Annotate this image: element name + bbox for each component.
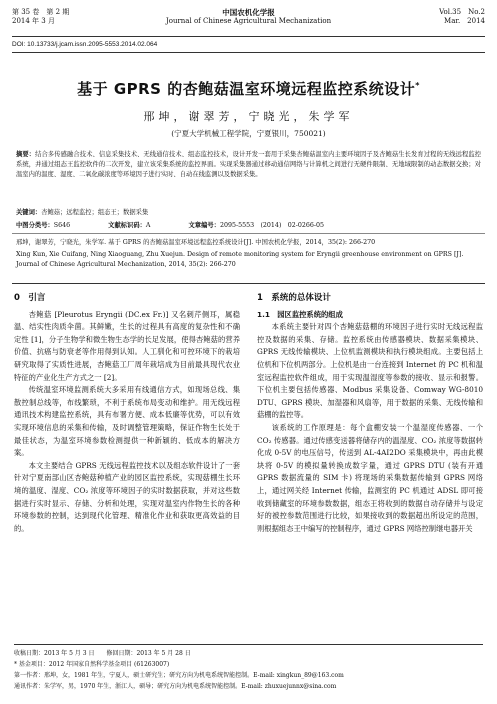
article-no-label: 文章编号： bbox=[188, 222, 220, 229]
fund-mark: * bbox=[415, 81, 420, 90]
subsection-heading: 1.1 园区监控系统的组成 bbox=[257, 309, 343, 319]
fund-note: * 基金项目：2012 年国家自然科学基金项目 (61263007) bbox=[14, 661, 170, 668]
doc-code bbox=[108, 222, 168, 229]
running-header bbox=[12, 6, 485, 37]
doi: DOI: 10.13733/j.jcam.issn.2095-5553.2014.02.064 bbox=[12, 41, 158, 48]
paragraph: 本系统主要针对四个杏鲍菇菇棚的环境因子进行实时无线远程监控及数据的采集、存储。监控系统由传感器模块、数据采集模块、GPRS 无线传输模块、上位机监测模块和执行模块组成。主要包括上位机和下位机两部分。上位机是由一台连接到 Internet 的 PC 机和温室远程监控软件组成，用于实现温湿度等参数的接收、显示和报警。下位机主要包括传感器、Modbus 采集设备、Comway WG-8010 DTU、GPRS 模块、加湿器和风扇等，用于数据的采集、无线传输和菇棚的监控等。 bbox=[257, 322, 483, 420]
class-number bbox=[16, 222, 88, 229]
article-number bbox=[189, 222, 343, 229]
volume-issue-en: Vol.35 No.2 bbox=[439, 8, 485, 16]
classification-line bbox=[16, 220, 481, 229]
paragraph: 本文主要结合 GPRS 无线远程监控技术以及组态软件设计了一套针对宁夏南部山区杏鲍菇种植产业的园区监控系统，实现菇棚生长环境的温度、湿度、CO₂ 浓度等环境因子的实时数据获取，并对这些数据进行实时显示、存储、分析和处理，实现对温室内作物生长的各种环境参数的控制，达到现代化管理、精准化作业和获取更高效益的目的。 bbox=[14, 460, 240, 533]
article-no-value: 2095-5553 (2014) 02-0266-05 bbox=[219, 222, 324, 229]
divider bbox=[12, 52, 485, 53]
keywords-text: 杏鲍菇；远程监控；组态王；数据采集 bbox=[41, 209, 149, 216]
paper-title bbox=[0, 78, 497, 99]
keywords bbox=[16, 207, 481, 216]
section-heading: 0 引言 bbox=[14, 293, 46, 303]
citation-cn: 邢坤，谢翠芳，宁晓光，朱学军. 基于 GPRS 的杏鲍菇温室环境远程监控系统设计[J]. 中国农机化学报，2014，35(2): 266-270 bbox=[16, 239, 376, 246]
paragraph: 传统温室环境监测系统大多采用有线通信方式，如现场总线、集散控制总线等，布线繁琐，不利于系统布局变动和维护。用无线远程通讯技术构建监控系统，具有布署方便、成本低廉等优势，可以有效实现环境信息的采集和传输，及时调整管理策略，保证作物生长处于最佳状态，为温室环境参数检测提供一种新颖的、低成本的解决方案。 bbox=[14, 385, 240, 458]
received-date: 收稿日期：2013 年 5 月 3 日 修回日期：2013 年 5 月 28 日 bbox=[14, 650, 191, 657]
corresponding-author-note: 通讯作者：朱学军，男，1970 年生，浙江人，硕导；研究方向为机电系统智能控制。E-mail: zhuxuejunnx@sina.com bbox=[14, 683, 337, 690]
doc-code-label: 文献标识码： bbox=[108, 222, 146, 229]
issue-date-en: Mar. 2014 bbox=[444, 17, 485, 25]
right-column bbox=[257, 292, 483, 535]
abstract-text: 结合多传感融合技术、信息采集技术、无线通信技术、组态监控技术，设计开发一套用于采集杏鲍菇温室内主要环境因子及杏鲍菇生长发育过程的无线远程监控系统，并通过组态王监控软件的二次开发，建立该采集系统的监控界面。实现采集器通过移动通信网络与计算机之间进行无硬件限制、无地域限制的动态数据交换；对温室内的温度、湿度、二氧化碳浓度等环境因子进行实时、自动在线监测以及数据采集。 bbox=[16, 151, 482, 178]
journal-name-en: Journal of Chinese Agricultural Mechanization bbox=[165, 17, 332, 25]
issue-info-en bbox=[439, 8, 485, 26]
paper-title-text: 基于 GPRS 的杏鲍菇温室环境远程监控系统设计 bbox=[77, 80, 416, 98]
left-column bbox=[14, 292, 240, 535]
journal-name-cn: 中国农机化学报 bbox=[222, 8, 275, 17]
doc-code-value: A bbox=[145, 222, 151, 229]
first-author-note: 第一作者：邢坤，女，1981 年生，宁夏人，硕士研究生；研究方向为机电系统智能控制。E-mail: xingkun_89@163.com bbox=[14, 672, 344, 679]
paragraph: 该系统的工作原理是：每个盒棚安装一个温湿度传感器、一个 CO₂ 传感器。通过传感变送器将储存内的温湿度、CO₂ 浓度等数据转化成 0-5V 的电压信号，传送到 AL-4AI2DO 采集模块中，再由此模块将 0-5V 的模拟量转换成数字量，通过 GPRS DTU (装有开通 GPRS 数据流量的 SIM 卡) 将现场的采集数据传输到 GPRS 网络上，通过网关经 Internet 传输，监测室的 PC 机通过 ADSL 即可接收到储藏室的环境参数数据，组态王将收到的数据自动存储并与设定好的被控参数范围进行比较，如果接收到的数据超出所设定的范围，则根据组态王中编写的控制程序，通过 GPRS 网络控制继电器开关 bbox=[257, 422, 483, 533]
paragraph: 杏鲍菇 [Pleurotus Eryngii (DC.ex Fr.)] 又名刺芹侧耳，属稳温、结实性肉质伞菌。其鲜嫩，生长的过程具有高度的复杂性和不确定性 [1]，分子生物学和微生物生态学的长足发展，使得杏鲍菇的营养价值、抗癌与防衰老等作用得到认知。人工驯化和可控环境下的栽培研究取得了实质性进展，杏鲍菇工厂周年栽培成为目前最具现代农业特征的产业化生产方式之一 [2]。 bbox=[14, 309, 240, 382]
authors: 邢坤，谢翠芳，宁晓光，朱学军 bbox=[143, 110, 354, 123]
abstract bbox=[16, 150, 481, 180]
divider bbox=[12, 283, 485, 284]
journal-name bbox=[12, 8, 485, 26]
class-label: 中图分类号： bbox=[16, 222, 54, 229]
section-heading: 1 系统的总体设计 bbox=[257, 293, 331, 303]
footnotes bbox=[14, 644, 483, 692]
abstract-label: 摘要： bbox=[16, 151, 36, 158]
keywords-label: 关键词： bbox=[16, 209, 42, 216]
volume-issue: 第 35 卷 第 2 期 bbox=[12, 8, 70, 16]
affiliation: (宁夏大学机械工程学院，宁夏银川，750021) bbox=[171, 129, 326, 138]
divider bbox=[12, 233, 485, 234]
class-value: S646 bbox=[53, 222, 71, 229]
citation-en: Xing Kun, Xie Cuifang, Ning Xiaoguang, Zhu Xuejun. Design of remote monitoring system for Eryngii greenhouse environment on GPRS [J]. Journal of Chinese Agricultural Mechanization, 2014, 35(2): 266-270 bbox=[16, 251, 464, 268]
issue-date: 2014 年 3 月 bbox=[12, 17, 55, 25]
